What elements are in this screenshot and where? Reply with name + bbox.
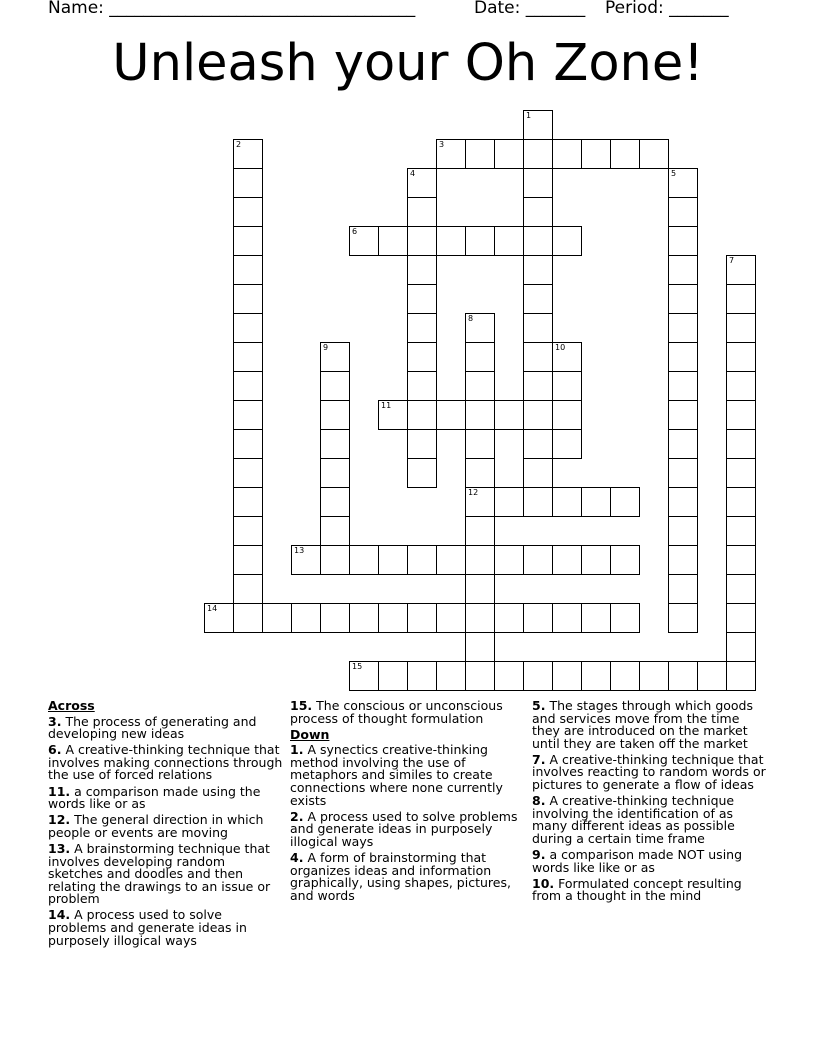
across-clue-11: 11. a comparison made using the words like or as: [48, 783, 261, 812]
grid-cell[interactable]: [291, 545, 321, 575]
grid-cell[interactable]: [378, 545, 408, 575]
grid-cell[interactable]: [407, 429, 437, 459]
grid-cell[interactable]: [523, 313, 553, 343]
grid-cell[interactable]: [407, 342, 437, 372]
grid-cell[interactable]: [233, 255, 263, 285]
clue-number: 12: [468, 488, 479, 497]
grid-cell[interactable]: [320, 487, 350, 517]
across-heading: Across: [48, 698, 95, 713]
grid-cell[interactable]: [465, 603, 495, 633]
grid-cell[interactable]: [668, 226, 698, 256]
grid-cell[interactable]: [552, 429, 582, 459]
grid-cell[interactable]: [233, 168, 263, 198]
grid-cell[interactable]: [494, 603, 524, 633]
down-heading: Down: [290, 726, 330, 742]
grid-cell[interactable]: [726, 429, 756, 459]
name-field[interactable]: Name: ____________________________________: [48, 0, 416, 18]
clue-number: 15: [352, 662, 363, 671]
clue-number: 5: [671, 169, 677, 178]
grid-cell[interactable]: [494, 226, 524, 256]
grid-cell[interactable]: [610, 661, 640, 691]
across-clue-15: 15. The conscious or unconscious process of thought formulation: [290, 698, 503, 726]
grid-cell[interactable]: [581, 487, 611, 517]
grid-cell[interactable]: [349, 545, 379, 575]
grid-cell[interactable]: [726, 632, 756, 662]
grid-cell[interactable]: [407, 545, 437, 575]
grid-cell[interactable]: [436, 400, 466, 430]
grid-cell[interactable]: [523, 545, 553, 575]
grid-cell[interactable]: [233, 574, 263, 604]
grid-cell[interactable]: [581, 661, 611, 691]
grid-cell[interactable]: [465, 313, 495, 343]
grid-cell[interactable]: [668, 516, 698, 546]
across-clue-14: 14. A process used to solve problems and generate ideas in purposely illogical ways: [48, 907, 247, 948]
grid-cell[interactable]: [494, 400, 524, 430]
grid-cell[interactable]: [552, 139, 582, 169]
grid-cell[interactable]: [233, 226, 263, 256]
period-field[interactable]: Period: _______: [605, 0, 729, 18]
grid-cell[interactable]: [436, 139, 466, 169]
grid-cell[interactable]: [262, 603, 292, 633]
grid-cell[interactable]: [668, 574, 698, 604]
grid-cell[interactable]: [610, 603, 640, 633]
grid-cell[interactable]: [552, 545, 582, 575]
grid-cell[interactable]: [465, 342, 495, 372]
grid-cell[interactable]: [349, 661, 379, 691]
grid-cell[interactable]: [668, 661, 698, 691]
grid-cell[interactable]: [523, 603, 553, 633]
grid-cell[interactable]: [668, 371, 698, 401]
grid-cell[interactable]: [668, 313, 698, 343]
down-clue-4: 4. A form of brainstorming that organizes ideas and information graphically, using shapes, pictures, and words: [290, 850, 511, 903]
grid-cell[interactable]: [407, 255, 437, 285]
grid-cell[interactable]: [465, 139, 495, 169]
grid-cell[interactable]: [233, 516, 263, 546]
grid-cell[interactable]: [436, 661, 466, 691]
grid-cell[interactable]: [233, 458, 263, 488]
grid-cell[interactable]: [465, 371, 495, 401]
grid-cell[interactable]: [697, 661, 727, 691]
clues-column-1: [48, 700, 283, 951]
down-clue-8: 8. A creative-thinking technique involving the identification of as many different ideas as possible during a certain time frame: [532, 793, 735, 846]
clue-number: 1: [526, 111, 532, 120]
clue-number: 13: [294, 546, 305, 555]
grid-cell[interactable]: [552, 487, 582, 517]
clue-number: 2: [236, 140, 242, 149]
clues-column-3: [532, 700, 767, 906]
grid-cell[interactable]: [726, 574, 756, 604]
clue-number: 6: [352, 227, 358, 236]
down-clue-10: 10. Formulated concept resulting from a thought in the mind: [532, 875, 742, 904]
clue-number: 11: [381, 401, 392, 410]
grid-cell[interactable]: [523, 139, 553, 169]
grid-cell[interactable]: [668, 458, 698, 488]
grid-cell[interactable]: [494, 139, 524, 169]
grid-cell[interactable]: [523, 429, 553, 459]
grid-cell[interactable]: [668, 284, 698, 314]
grid-cell[interactable]: [523, 661, 553, 691]
grid-cell[interactable]: [523, 255, 553, 285]
grid-cell[interactable]: [233, 313, 263, 343]
grid-cell[interactable]: [726, 458, 756, 488]
across-clue-6: 6. A creative-thinking technique that involves making connections through the use of forced relations: [48, 742, 283, 783]
grid-cell[interactable]: [233, 603, 263, 633]
grid-cell[interactable]: [465, 429, 495, 459]
down-clue-5: 5. The stages through which goods and services move from the time they are introduced on the market until they are taken off the market: [532, 698, 753, 751]
grid-cell[interactable]: [349, 226, 379, 256]
grid-cell[interactable]: [407, 603, 437, 633]
grid-cell[interactable]: [320, 400, 350, 430]
grid-cell[interactable]: [320, 603, 350, 633]
grid-cell[interactable]: [581, 603, 611, 633]
grid-cell[interactable]: [320, 458, 350, 488]
grid-cell[interactable]: [668, 487, 698, 517]
grid-cell[interactable]: [233, 545, 263, 575]
grid-cell[interactable]: [494, 661, 524, 691]
grid-cell[interactable]: [668, 400, 698, 430]
grid-cell[interactable]: [726, 661, 756, 691]
grid-cell[interactable]: [523, 342, 553, 372]
clue-number: 7: [729, 256, 735, 265]
grid-cell[interactable]: [523, 197, 553, 227]
grid-cell[interactable]: [407, 661, 437, 691]
grid-cell[interactable]: [523, 458, 553, 488]
grid-cell[interactable]: [465, 574, 495, 604]
grid-cell[interactable]: [320, 429, 350, 459]
grid-cell[interactable]: [552, 342, 582, 372]
clue-number: 8: [468, 314, 474, 323]
grid-cell[interactable]: [407, 226, 437, 256]
clue-number: 14: [207, 604, 218, 613]
grid-cell[interactable]: [668, 429, 698, 459]
grid-cell[interactable]: [320, 516, 350, 546]
grid-cell[interactable]: [610, 139, 640, 169]
across-clue-13: 13. A brainstorming technique that involves developing random sketches and doodles and then relating the drawings to an issue or problem: [48, 840, 271, 907]
grid-cell[interactable]: [726, 400, 756, 430]
grid-cell[interactable]: [320, 545, 350, 575]
grid-cell[interactable]: [668, 197, 698, 227]
down-clue-2: 2. A process used to solve problems and generate ideas in purposely illogical ways: [290, 808, 518, 849]
grid-cell[interactable]: [407, 400, 437, 430]
grid-cell[interactable]: [378, 226, 408, 256]
grid-cell[interactable]: [726, 487, 756, 517]
grid-cell[interactable]: [233, 400, 263, 430]
grid-cell[interactable]: [233, 342, 263, 372]
grid-cell[interactable]: [465, 458, 495, 488]
grid-cell[interactable]: [552, 603, 582, 633]
grid-cell[interactable]: [465, 226, 495, 256]
grid-cell[interactable]: [610, 545, 640, 575]
grid-cell[interactable]: [378, 400, 408, 430]
grid-cell[interactable]: [610, 487, 640, 517]
grid-cell[interactable]: [320, 342, 350, 372]
grid-cell[interactable]: [233, 284, 263, 314]
grid-cell[interactable]: [523, 110, 553, 140]
grid-cell[interactable]: [523, 284, 553, 314]
grid-cell[interactable]: [291, 603, 321, 633]
grid-cell[interactable]: [407, 458, 437, 488]
grid-cell[interactable]: [668, 603, 698, 633]
grid-cell[interactable]: [204, 603, 234, 633]
grid-cell[interactable]: [726, 255, 756, 285]
clue-number: 4: [410, 169, 416, 178]
grid-cell[interactable]: [465, 516, 495, 546]
grid-cell[interactable]: [523, 371, 553, 401]
grid-cell[interactable]: [407, 197, 437, 227]
across-clue-3: 3. The process of generating and developing new ideas: [48, 713, 257, 742]
grid-cell[interactable]: [407, 313, 437, 343]
grid-cell[interactable]: [726, 545, 756, 575]
grid-cell[interactable]: [726, 516, 756, 546]
grid-cell[interactable]: [668, 545, 698, 575]
grid-cell[interactable]: [668, 255, 698, 285]
grid-cell[interactable]: [494, 545, 524, 575]
clues-column-2: [290, 700, 525, 906]
grid-cell[interactable]: [378, 661, 408, 691]
grid-cell[interactable]: [407, 284, 437, 314]
grid-cell[interactable]: [436, 226, 466, 256]
grid-cell[interactable]: [233, 429, 263, 459]
grid-cell[interactable]: [581, 139, 611, 169]
grid-cell[interactable]: [639, 139, 669, 169]
grid-cell[interactable]: [726, 371, 756, 401]
grid-cell[interactable]: [726, 313, 756, 343]
grid-cell[interactable]: [726, 284, 756, 314]
grid-cell[interactable]: [552, 400, 582, 430]
grid-cell[interactable]: [233, 487, 263, 517]
grid-cell[interactable]: [436, 603, 466, 633]
grid-cell[interactable]: [523, 168, 553, 198]
across-clue-12: 12. The general direction in which people or events are moving: [48, 812, 264, 840]
date-field[interactable]: Date: _______: [474, 0, 586, 18]
grid-cell[interactable]: [320, 371, 350, 401]
grid-cell[interactable]: [552, 371, 582, 401]
grid-cell[interactable]: [407, 371, 437, 401]
grid-cell[interactable]: [465, 400, 495, 430]
grid-cell[interactable]: [668, 168, 698, 198]
grid-cell[interactable]: [639, 661, 669, 691]
grid-cell[interactable]: [233, 197, 263, 227]
grid-cell[interactable]: [726, 603, 756, 633]
puzzle-title: Unleash your Oh Zone!: [112, 34, 704, 93]
down-clue-7: 7. A creative-thinking technique that involves reacting to random words or pictures to generate a flow of ideas: [532, 751, 766, 793]
grid-cell[interactable]: [378, 603, 408, 633]
grid-cell[interactable]: [726, 342, 756, 372]
clue-number: 9: [323, 343, 329, 352]
clue-number: 10: [555, 343, 566, 352]
clue-number: 3: [439, 140, 445, 149]
grid-cell[interactable]: [552, 226, 582, 256]
grid-cell[interactable]: [523, 400, 553, 430]
grid-cell[interactable]: [465, 661, 495, 691]
grid-cell[interactable]: [523, 226, 553, 256]
grid-cell[interactable]: [436, 545, 466, 575]
grid-cell[interactable]: [494, 487, 524, 517]
down-clue-1: 1. A synectics creative-thinking method involving the use of metaphors and similes to create connections where none currently exists: [290, 742, 503, 808]
grid-cell[interactable]: [465, 545, 495, 575]
grid-cell[interactable]: [668, 342, 698, 372]
grid-cell[interactable]: [523, 487, 553, 517]
grid-cell[interactable]: [465, 632, 495, 662]
grid-cell[interactable]: [349, 603, 379, 633]
grid-cell[interactable]: [552, 661, 582, 691]
grid-cell[interactable]: [581, 545, 611, 575]
grid-cell[interactable]: [233, 139, 263, 169]
grid-cell[interactable]: [407, 168, 437, 198]
grid-cell[interactable]: [465, 487, 495, 517]
grid-cell[interactable]: [233, 371, 263, 401]
down-clue-9: 9. a comparison made NOT using words like like or as: [532, 847, 743, 875]
